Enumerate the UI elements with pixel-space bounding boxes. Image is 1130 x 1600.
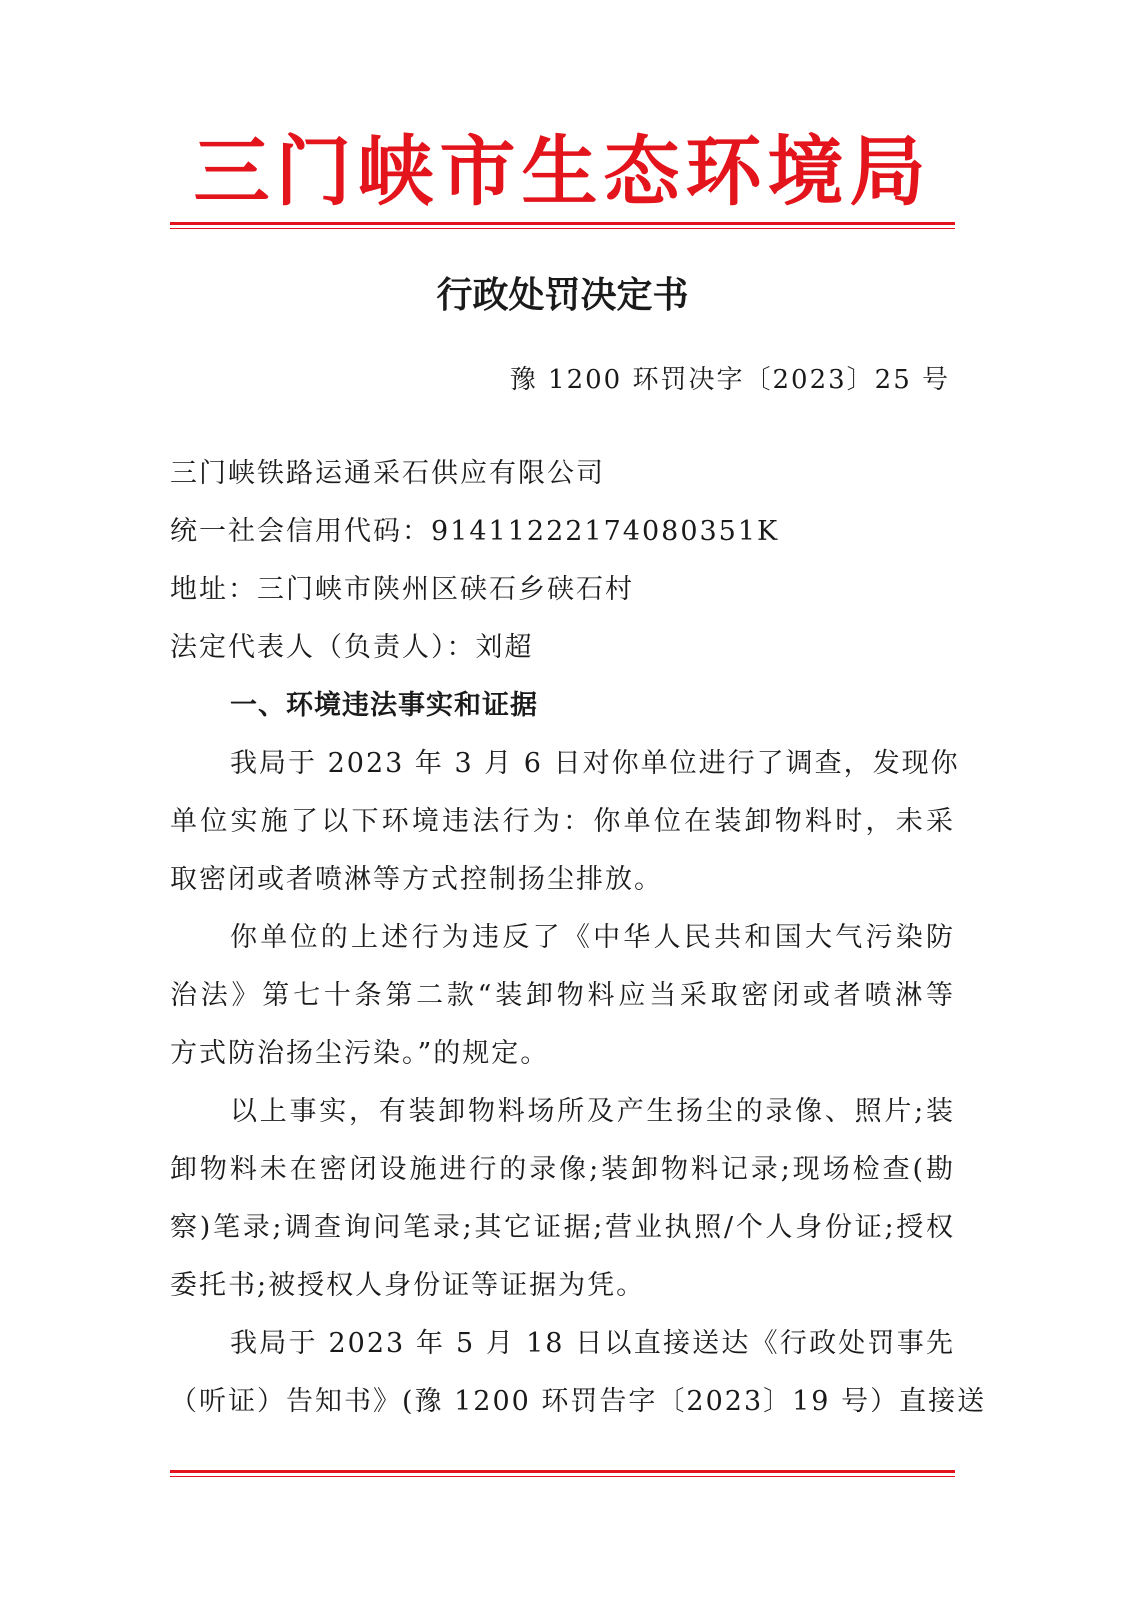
credit-code: 统一社会信用代码：91411222174080351K [170, 516, 780, 547]
document-title: 行政处罚决定书 [436, 274, 689, 316]
paragraph-line: 我局于 2023 年 3 月 6 日对你单位进行了调查，发现你 [230, 748, 960, 779]
footer-divider [170, 1470, 955, 1477]
paragraph-line: 单位实施了以下环境违法行为：你单位在装卸物料时，未采 [170, 806, 955, 837]
paragraph-line: 以上事实，有装卸物料场所及产生扬尘的录像、照片;装 [230, 1096, 955, 1127]
paragraph-line: （听证）告知书》(豫 1200 环罚告字〔2023〕19 号）直接送 [170, 1386, 987, 1417]
paragraph-evidence [170, 1083, 955, 1315]
company-address: 地址：三门峡市陕州区硖石乡硖石村 [170, 574, 634, 605]
paragraph-line: 方式防治扬尘污染。”的规定。 [170, 1038, 550, 1069]
paragraph-violation [170, 909, 955, 1083]
paragraph-investigation [170, 735, 960, 909]
divider-thin-line [170, 228, 955, 229]
document-body [170, 445, 987, 1431]
paragraph-line: 取密闭或者喷淋等方式控制扬尘排放。 [170, 864, 663, 895]
section-heading: 一、环境违法事实和证据 [230, 690, 538, 721]
company-name: 三门峡铁路运通采石供应有限公司 [170, 458, 605, 489]
paragraph-line: 卸物料未在密闭设施进行的录像;装卸物料记录;现场检查(勘 [170, 1154, 955, 1185]
divider-thin-line [170, 1476, 955, 1477]
paragraph-line: 委托书;被授权人身份证等证据为凭。 [170, 1270, 646, 1301]
agency-header: 三门峡市生态环境局 [193, 127, 932, 216]
paragraph-notice [170, 1315, 987, 1431]
legal-representative: 法定代表人（负责人）：刘超 [170, 632, 534, 663]
header-divider [170, 222, 955, 229]
document-number: 豫 1200 环罚决字〔2023〕25 号 [509, 365, 950, 395]
paragraph-line: 察)笔录;调查询问笔录;其它证据;营业执照/个人身份证;授权 [170, 1212, 955, 1243]
paragraph-line: 我局于 2023 年 5 月 18 日以直接送达《行政处罚事先 [230, 1328, 955, 1359]
paragraph-line: 你单位的上述行为违反了《中华人民共和国大气污染防 [230, 922, 955, 953]
paragraph-line: 治法》第七十条第二款“装卸物料应当采取密闭或者喷淋等 [170, 980, 955, 1011]
